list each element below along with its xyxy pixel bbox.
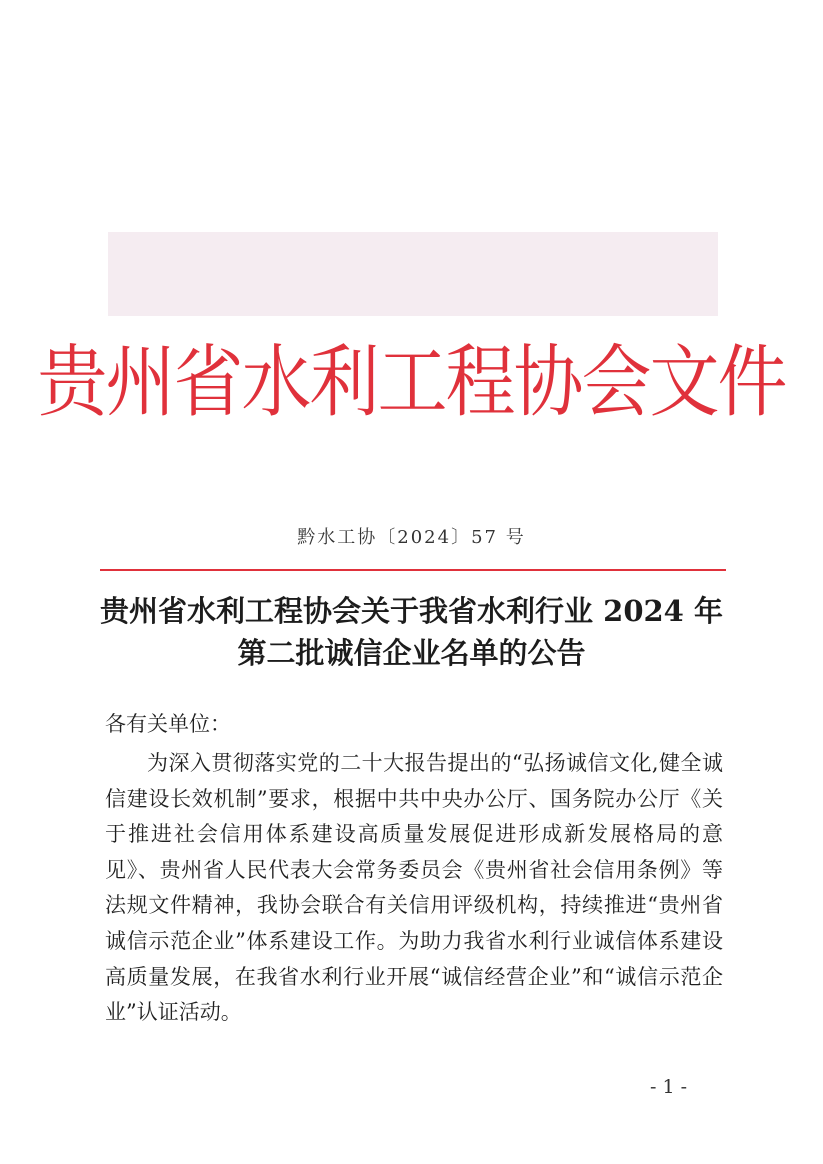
document-header-title: 贵州省水利工程协会文件 — [37, 336, 786, 428]
body-paragraph: 为深入贯彻落实党的二十大报告提出的“弘扬诚信文化,健全诚信建设长效机制”要求，根据中共中央办公厅、国务院办公厅《关于推进社会信用体系建设高质量发展促进形成新发展格局的意见》、贵州省人民代表大会常务委员会《贵州省社会信用条例》等法规文件精神，我协会联合有关信用评级机构，持续推进“贵州省诚信示范企业”体系建设工作。为助力我省水利行业诚信体系建设高质量发展，在我省水利行业开展“诚信经营企业”和“诚信示范企业”认证活动。 — [105, 751, 723, 1025]
red-divider-line — [100, 569, 726, 571]
addressee: 各有关单位： — [105, 712, 231, 736]
faded-stamp-band — [108, 232, 718, 316]
announcement-title-line-1: 贵州省水利工程协会关于我省水利行业 2024 年 — [100, 594, 723, 628]
announcement-title — [80, 590, 743, 674]
announcement-title-line-2: 第二批诚信企业名单的公告 — [237, 636, 586, 671]
document-number: 黔水工协〔2024〕57 号 — [297, 527, 526, 548]
page-number: - 1 - — [650, 1076, 688, 1098]
